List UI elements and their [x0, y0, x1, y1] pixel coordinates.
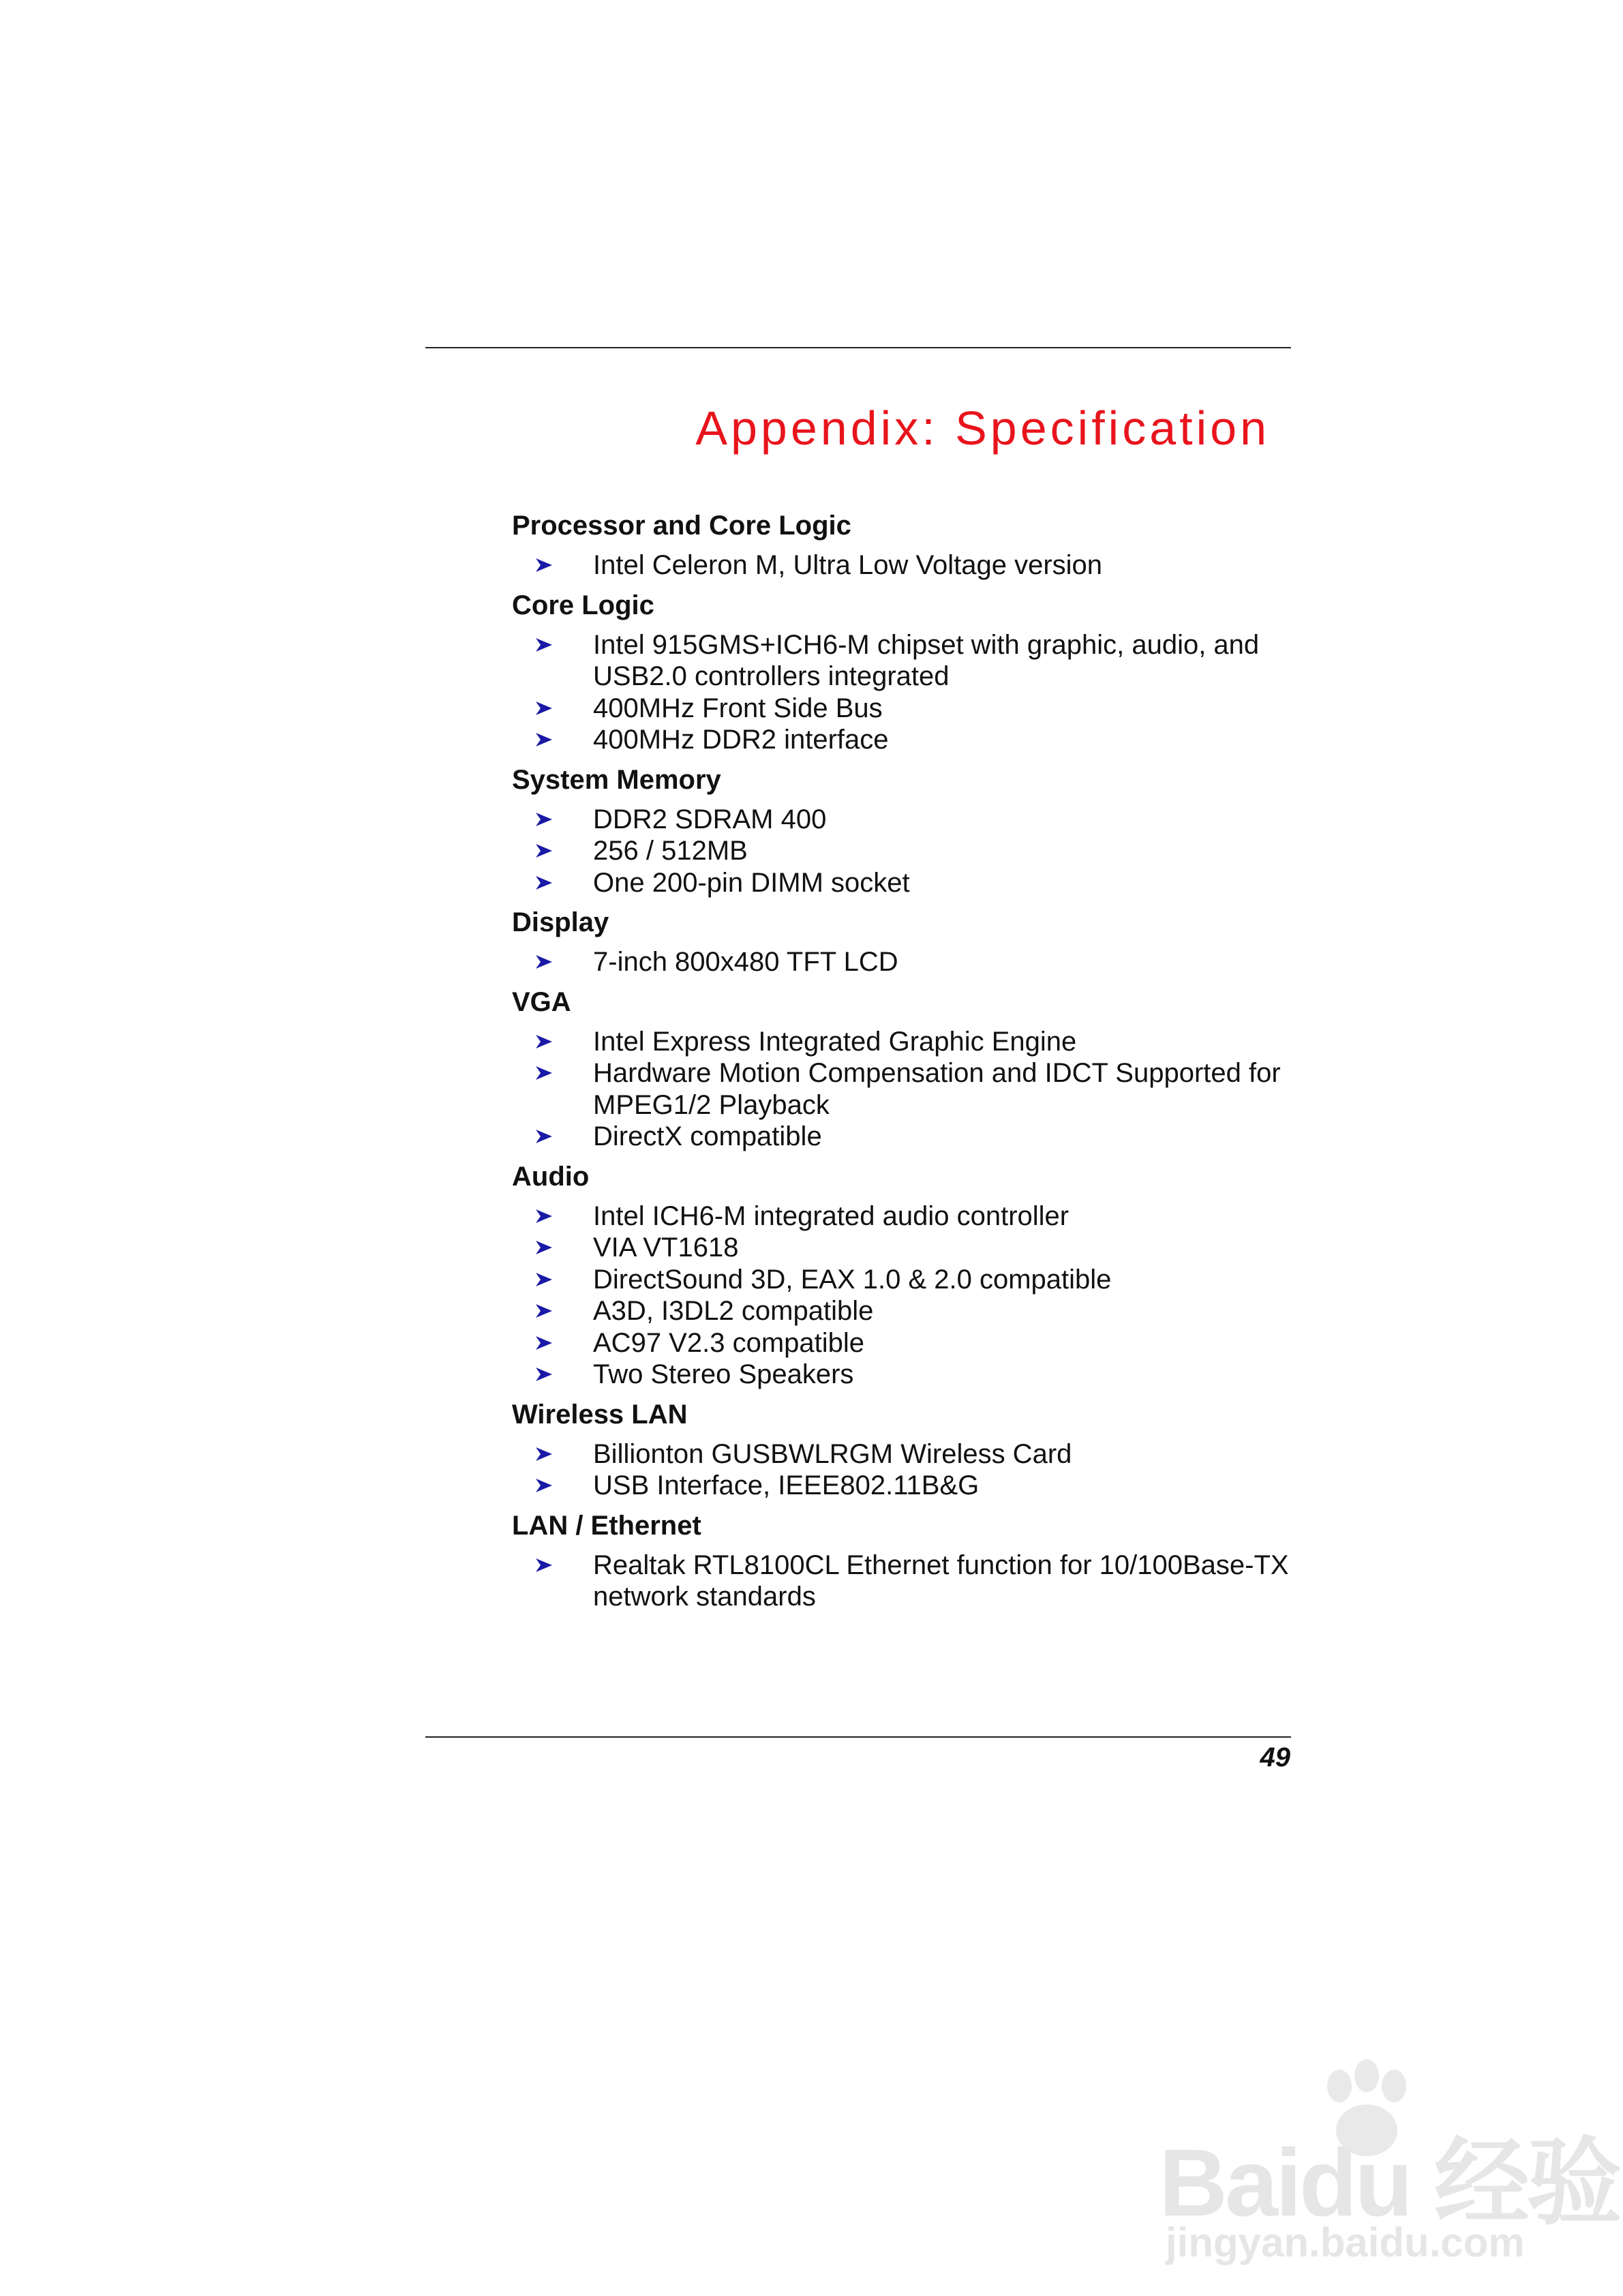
item-text: 256 / 512MB [593, 836, 748, 866]
item-text: 7-inch 800x480 TFT LCD [593, 947, 898, 977]
section-heading: Processor and Core Logic [512, 511, 851, 541]
list-item [512, 1121, 1289, 1153]
section-processor [512, 510, 1289, 581]
list-item [512, 1232, 1289, 1264]
arrow-bullet-icon [534, 804, 554, 835]
section-wireless-lan [512, 1399, 1289, 1502]
item-text: Intel 915GMS+ICH6-M chipset with graphic, audio, and USB2.0 controllers integrated [593, 629, 1260, 691]
watermark-url: jingyan.baidu.com [1166, 2220, 1525, 2265]
list-item [512, 835, 1289, 867]
item-text: USB Interface, IEEE802.11B&G [593, 1470, 980, 1500]
section-items [512, 549, 1289, 581]
item-text: 400MHz Front Side Bus [593, 693, 883, 723]
section-items [512, 1550, 1289, 1613]
arrow-bullet-icon [534, 1264, 554, 1295]
section-heading: Core Logic [512, 590, 654, 620]
page-number: 49 [1260, 1742, 1290, 1772]
list-item [512, 1057, 1289, 1121]
list-item [512, 1264, 1289, 1296]
list-item [512, 946, 1289, 978]
arrow-bullet-icon [534, 835, 554, 866]
section-audio [512, 1161, 1289, 1391]
baidu-watermark [1159, 2059, 1620, 2265]
section-heading: Wireless LAN [512, 1399, 688, 1430]
arrow-bullet-icon [534, 1470, 554, 1501]
list-item [512, 1327, 1289, 1359]
section-items [512, 1438, 1289, 1502]
arrow-bullet-icon [534, 1438, 554, 1470]
arrow-bullet-icon [534, 1327, 554, 1359]
section-items [512, 1026, 1289, 1153]
list-item [512, 693, 1289, 725]
item-text: Intel Celeron M, Ultra Low Voltage version [593, 550, 1103, 580]
section-items [512, 629, 1289, 756]
section-items [512, 804, 1289, 899]
section-vga [512, 986, 1289, 1153]
item-text: DDR2 SDRAM 400 [593, 804, 827, 834]
item-text: Realtak RTL8100CL Ethernet function for 10/100Base-TX network standards [593, 1550, 1289, 1612]
section-heading: Display [512, 907, 609, 937]
section-lan-ethernet [512, 1510, 1289, 1613]
arrow-bullet-icon [534, 549, 554, 581]
list-item [512, 1359, 1289, 1391]
watermark-brand: Baidu 经验 [1159, 2129, 1620, 2236]
page-title: Appendix: Specification [695, 402, 1270, 455]
list-item [512, 1295, 1289, 1327]
list-item [512, 549, 1289, 581]
item-text: Hardware Motion Compensation and IDCT Supported for MPEG1/2 Playback [593, 1058, 1281, 1120]
item-text: DirectSound 3D, EAX 1.0 & 2.0 compatible [593, 1264, 1112, 1295]
list-item [512, 1550, 1289, 1613]
item-text: VIA VT1618 [593, 1233, 739, 1263]
item-text: AC97 V2.3 compatible [593, 1327, 865, 1358]
arrow-bullet-icon [534, 1026, 554, 1057]
arrow-bullet-icon [534, 1057, 554, 1089]
header-rule [425, 347, 1291, 348]
list-item [512, 1200, 1289, 1233]
arrow-bullet-icon [534, 1121, 554, 1152]
arrow-bullet-icon [534, 946, 554, 978]
section-items [512, 1200, 1289, 1391]
section-system-memory [512, 764, 1289, 899]
item-text: 400MHz DDR2 interface [593, 725, 889, 755]
section-heading: Audio [512, 1161, 590, 1192]
section-items [512, 946, 1289, 978]
section-heading: LAN / Ethernet [512, 1510, 701, 1541]
list-item [512, 629, 1289, 693]
item-text: DirectX compatible [593, 1121, 822, 1151]
list-item [512, 724, 1289, 756]
arrow-bullet-icon [534, 1359, 554, 1390]
arrow-bullet-icon [534, 1200, 554, 1232]
arrow-bullet-icon [534, 693, 554, 724]
arrow-bullet-icon [534, 1295, 554, 1327]
footer-rule [425, 1736, 1291, 1738]
item-text: One 200-pin DIMM socket [593, 867, 910, 898]
arrow-bullet-icon [534, 724, 554, 755]
list-item [512, 804, 1289, 836]
section-heading: System Memory [512, 764, 721, 795]
item-text: Two Stereo Speakers [593, 1359, 854, 1389]
section-heading: VGA [512, 986, 571, 1017]
section-core-logic [512, 590, 1289, 756]
list-item [512, 1438, 1289, 1470]
arrow-bullet-icon [534, 1232, 554, 1263]
item-text: Intel ICH6-M integrated audio controller [593, 1200, 1070, 1231]
list-item [512, 1026, 1289, 1058]
list-item [512, 867, 1289, 899]
section-display [512, 907, 1289, 978]
item-text: Billionton GUSBWLRGM Wireless Card [593, 1438, 1072, 1469]
item-text: Intel Express Integrated Graphic Engine [593, 1026, 1077, 1057]
arrow-bullet-icon [534, 867, 554, 898]
item-text: A3D, I3DL2 compatible [593, 1296, 874, 1326]
spec-list [512, 510, 1289, 1621]
arrow-bullet-icon [534, 629, 554, 661]
list-item [512, 1470, 1289, 1502]
arrow-bullet-icon [534, 1550, 554, 1581]
